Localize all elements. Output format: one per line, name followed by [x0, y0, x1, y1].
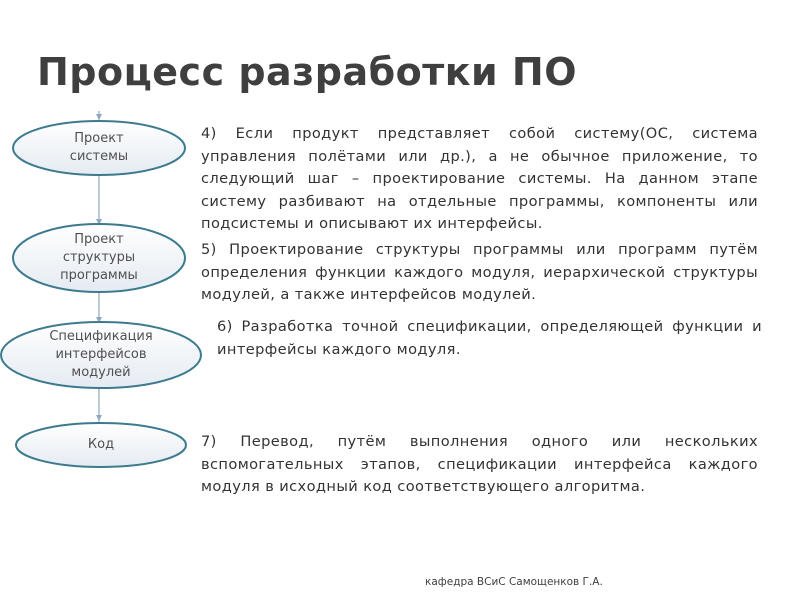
flow-node-label: системы: [69, 149, 129, 164]
flow-node-system-design: [13, 121, 185, 175]
flow-node-interface-spec: [1, 322, 201, 388]
flowchart: [0, 0, 220, 600]
flow-node-label: Код: [87, 437, 115, 452]
paragraph-step-6: 6) Разработка точной спецификации, определяющей функции и интерфейсы каждого модуля.: [217, 318, 762, 358]
flow-node-code: [16, 423, 186, 467]
flow-node-label: программы: [60, 268, 138, 283]
paragraph-step-4: 4) Если продукт представляет собой систему(ОС, система управления полётами или др.), а не обычное приложение, то следующий шаг – проектирование системы. На данном этапе систему разбивают на отдельные программы, компоненты или подсистемы и описывают их интерфейсы.: [201, 125, 758, 232]
arrow-head-icon: [96, 415, 102, 421]
flow-node-label: Спецификация: [49, 329, 153, 344]
arrow-head-icon: [96, 114, 102, 120]
flow-node-label: Проект: [74, 131, 124, 146]
paragraph-step-7: 7) Перевод, путём выполнения одного или нескольких вспомогательных этапов, спецификации интерфейса каждого модуля в исходный код соответствующего алгоритма.: [201, 433, 758, 495]
flow-node-label: модулей: [71, 365, 131, 380]
flow-node-program-structure: [13, 224, 185, 292]
flowchart-graphic: [0, 0, 220, 600]
slide-title: Процесс разработки ПО: [37, 50, 578, 94]
footer-credit: кафедра ВСиС Самощенков Г.А.: [425, 576, 603, 588]
flow-node-label: интерфейсов: [55, 347, 147, 362]
flow-node-label: Проект: [74, 232, 124, 247]
flow-node-label: структуры: [62, 250, 136, 265]
paragraph-step-5: 5) Проектирование структуры программы или программ путём определения функции каждого модуля, иерархической структуры модулей, а также интерфейсов модулей.: [201, 241, 758, 303]
